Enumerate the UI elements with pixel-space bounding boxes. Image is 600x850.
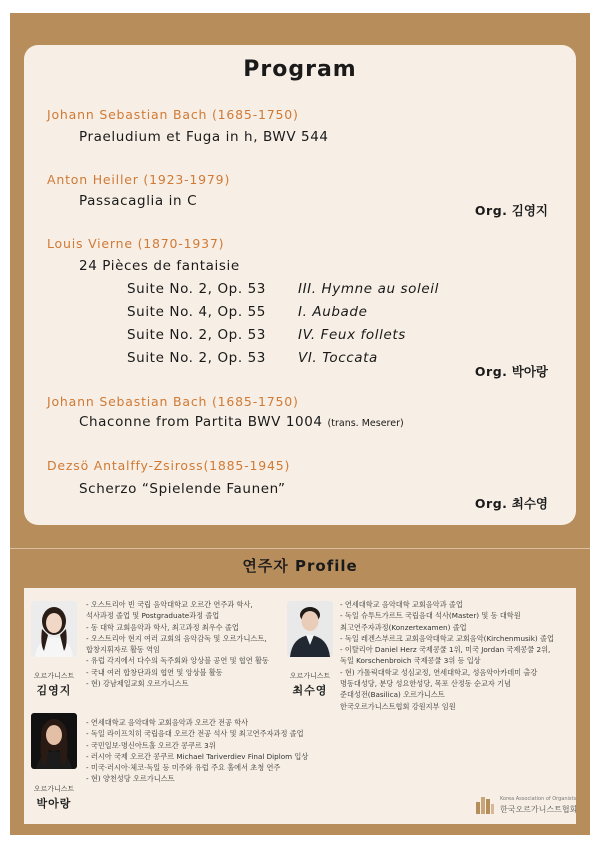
bio-item: 석사과정 졸업 및 Postgraduate과정 졸업 (86, 611, 220, 621)
organist-credit-3 (475, 494, 548, 512)
program-card (24, 45, 576, 525)
suite-name: Suite No. 2, Op. 53 (127, 327, 266, 343)
work-title: Chaconne from Partita BWV 1004 (79, 414, 323, 430)
bio-list-kim (86, 599, 269, 689)
portrait-image (31, 601, 77, 657)
section-divider (10, 548, 590, 549)
bio-item: - 독일 레겐스부르크 교회음악대학교 교회음악(Kirchenmusik) 졸업 (340, 633, 554, 643)
org-prefix: Org. (474, 364, 508, 379)
association-logo (474, 794, 578, 816)
composer-bach-2: Johann Sebastian Bach (1685-1750) (47, 394, 299, 409)
bio-item: - 유럽 각지에서 다수의 독주회와 앙상블 공연 및 협연 활동 (86, 656, 269, 666)
performer-name: 김영지 (36, 684, 72, 697)
suite-movement: I. Aubade (298, 304, 368, 320)
bio-item: - 연세대학교 음악대학 교회음악과 오르간 전공 학사 (86, 718, 249, 727)
suite-name: Suite No. 2, Op. 53 (127, 281, 266, 297)
composer-vierne: Louis Vierne (1870-1937) (47, 236, 225, 251)
org-prefix: Org. (474, 496, 508, 511)
performer-name: 박아랑 (36, 797, 72, 810)
suite-name: Suite No. 4, Op. 55 (127, 304, 266, 320)
bio-item: - 동 대학 교회음악과 학사, 최고과정 최우수 졸업 (86, 622, 239, 632)
bio-item: - 미국·러시아·체코·독일 등 미주와 유럽 주요 홀에서 초청 연주 (86, 763, 281, 773)
program-title: Program (243, 57, 357, 82)
organist-credit-2 (475, 362, 548, 380)
bio-item: - 이탈리아 Daniel Herz 국제콩쿨 1위, 미국 Jordan 국제콩쿨 2위, (340, 645, 551, 655)
bio-item: - 오스트리아 빈 국립 음악대학교 오르간 연주과 학사, (86, 600, 253, 609)
bio-item: - 독일 라이프치히 국립음대 오르간 전공 석사 및 최고연주자과정 졸업 (86, 729, 304, 739)
performer-role: 오르가니스트 (33, 672, 75, 680)
bio-item: - 연세대학교 음악대학 교회음악과 졸업 (340, 600, 463, 609)
performer-name: 최수영 (292, 684, 328, 697)
organist-name: 최수영 (511, 496, 548, 511)
profile-title: 연주자 Profile (242, 557, 358, 575)
bio-item: - 독일 슈투트가르트 국립음대 석사(Master) 및 동 대학원 (340, 611, 521, 621)
bio-item: - 현) 가톨릭대학교 성심교정, 연세대학교, 성음악아카데미 출강 (340, 667, 538, 677)
bio-item: 독일 Korschenbroich 국제콩쿨 3위 등 입상 (340, 656, 481, 666)
bio-item: - 러시아 국제 오르간 콩쿠르 Michael Tariverdiev Final Diplom 입상 (86, 751, 309, 761)
bio-item: 최고연주자과정(Konzertexamen) 졸업 (340, 622, 467, 632)
bio-item: 준대성전(Basilica) 오르가니스트 (340, 690, 445, 700)
work-chaconne (79, 414, 404, 430)
work-note: (trans. Meserer) (327, 418, 404, 429)
suite-movement: III. Hymne au soleil (298, 281, 439, 297)
organist-credit-1 (475, 201, 548, 219)
performer-role: 오르가니스트 (289, 672, 331, 680)
suite-movement: IV. Feux follets (298, 327, 406, 343)
portrait-image (31, 713, 77, 769)
org-prefix: Org. (474, 203, 508, 218)
work-passacaglia: Passacaglia in C (79, 193, 198, 209)
bio-item: 한국오르가니스트협회 강원지부 임원 (340, 701, 456, 711)
composer-heiller: Anton Heiller (1923-1979) (47, 172, 231, 187)
bio-item: - 현) 양천성당 오르가니스트 (86, 774, 175, 784)
performer-photo-kim (31, 601, 77, 657)
bio-item: - 국민일보·명신아트홀 오르간 콩쿠르 3위 (86, 740, 216, 750)
bio-list-choi (340, 599, 554, 712)
work-scherzo: Scherzo “Spielende Faunen” (79, 481, 286, 497)
work-pieces-fantaisie: 24 Pièces de fantaisie (79, 258, 240, 274)
bio-item: - 현) 강남제일교회 오르가니스트 (86, 679, 189, 689)
work-praeludium: Praeludium et Fuga in h, BWV 544 (79, 129, 329, 145)
bio-item: - 오스트리아 현지 여러 교회의 음악감독 및 오르가니스트, (86, 633, 267, 643)
logo-name: 한국오르가니스트협회 (500, 805, 578, 814)
organist-name: 김영지 (511, 203, 548, 218)
bio-item: 명동대성당, 분당 성요한성당, 목포 산정동 순교자 기념 (340, 679, 512, 689)
profile-card (24, 588, 576, 824)
performer-role: 오르가니스트 (33, 785, 75, 793)
bio-item: - 국내 여러 합창단과의 협연 및 앙상블 활동 (86, 667, 223, 677)
suite-movement: VI. Toccata (298, 350, 378, 366)
organist-name: 박아랑 (511, 364, 548, 379)
suite-name: Suite No. 2, Op. 53 (127, 350, 266, 366)
performer-photo-choi (287, 601, 333, 657)
logo-english-text: Korea Association of Organists (500, 796, 577, 802)
bio-list-park (86, 717, 308, 785)
bio-item: 합창지휘자로 활동 역임 (86, 645, 161, 655)
portrait-image (287, 601, 333, 657)
composer-bach-1: Johann Sebastian Bach (1685-1750) (47, 107, 299, 122)
organ-pipes-icon (474, 794, 496, 816)
composer-antalffy: Dezsö Antalffy-Zsiross(1885-1945) (47, 458, 291, 473)
performer-photo-park (31, 713, 77, 769)
